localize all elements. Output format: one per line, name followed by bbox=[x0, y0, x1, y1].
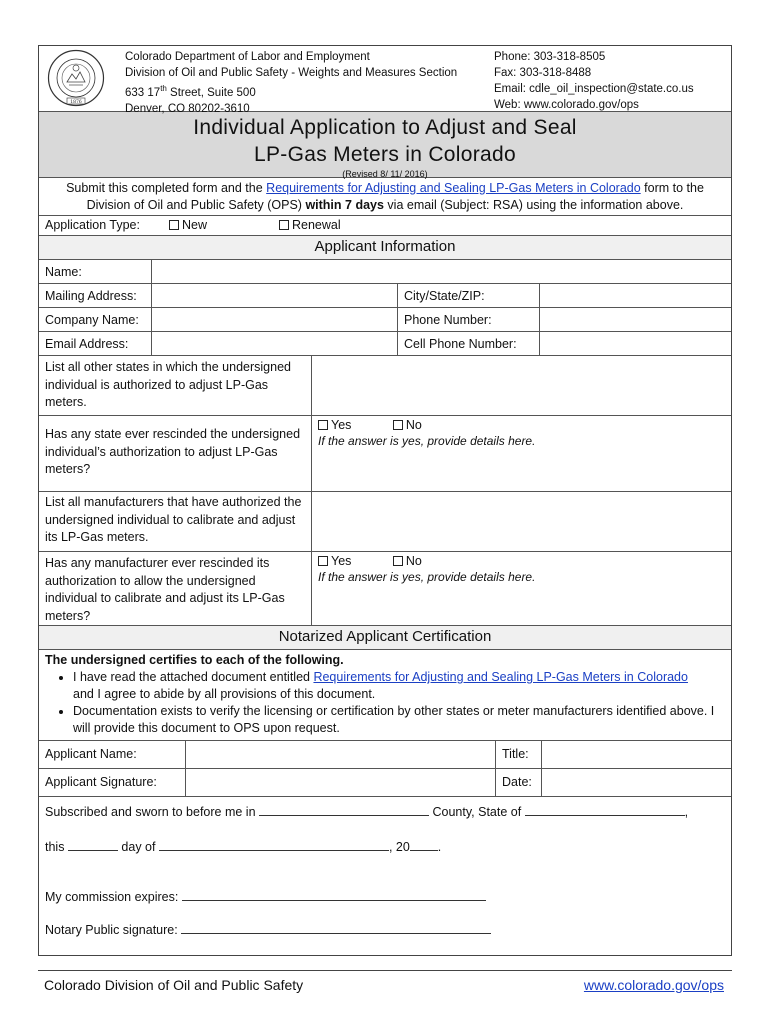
certification-item: • I have read the attached document entitled Requirements for Adjusting and Sealing LP-Gas Meters in Colorado and I agree to abide by all provisions of this document. bbox=[73, 669, 725, 703]
org-city: Denver, CO 80202-3610 bbox=[125, 102, 250, 115]
state-rescinded-row bbox=[39, 416, 731, 492]
footer-org: Colorado Division of Oil and Public Safety bbox=[44, 977, 304, 993]
revision-date: (Revised 8/ 11/ 2016) bbox=[342, 169, 428, 179]
signature-row bbox=[39, 769, 731, 797]
certification-body bbox=[39, 650, 731, 741]
mailing-row bbox=[39, 284, 731, 308]
manufacturer-details-hint[interactable]: If the answer is yes, provide details here. bbox=[318, 570, 536, 584]
company-row bbox=[39, 308, 731, 332]
manufacturer-no-option[interactable]: No bbox=[393, 554, 422, 568]
renewal-option[interactable]: Renewal bbox=[273, 216, 347, 235]
signature-field[interactable] bbox=[185, 769, 495, 796]
state-no-checkbox[interactable] bbox=[393, 420, 403, 430]
org-street: 633 17th Street, Suite 500 bbox=[125, 84, 256, 99]
new-option[interactable]: New bbox=[163, 216, 273, 235]
sworn-line: Subscribed and sworn to before me in County, State of , bbox=[45, 805, 689, 819]
notary-signature-line: Notary Public signature: bbox=[45, 922, 725, 938]
requirements-link[interactable]: Requirements for Adjusting and Sealing LP-Gas Meters in Colorado bbox=[266, 181, 641, 195]
renewal-checkbox[interactable] bbox=[279, 220, 289, 230]
application-type-row bbox=[39, 216, 731, 236]
other-states-question: List all other states in which the undersigned individual is authorized to adjust LP-Gas meters. bbox=[45, 360, 291, 409]
date-field[interactable] bbox=[541, 769, 731, 796]
title-field[interactable] bbox=[541, 741, 731, 768]
commission-blank[interactable] bbox=[182, 889, 486, 901]
form-title-block bbox=[39, 112, 731, 178]
certification-intro: The undersigned certifies to each of the following. bbox=[45, 653, 344, 667]
application-type-label: Application Type: bbox=[45, 218, 140, 232]
applicant-info-heading: Applicant Information bbox=[39, 236, 731, 260]
certification-list bbox=[45, 669, 725, 737]
year-blank[interactable] bbox=[410, 839, 438, 851]
manufacturers-question: List all manufacturers that have authorized the undersigned individual to calibrate and adjust its LP-Gas meters. bbox=[45, 495, 302, 544]
organization-address bbox=[125, 49, 457, 117]
county-blank[interactable] bbox=[259, 804, 429, 816]
mailing-label: Mailing Address: bbox=[45, 289, 137, 303]
state-blank[interactable] bbox=[525, 804, 685, 816]
form-header bbox=[39, 46, 731, 115]
colorado-state-seal-icon bbox=[47, 49, 105, 107]
new-checkbox[interactable] bbox=[169, 220, 179, 230]
org-name: Colorado Department of Labor and Employment bbox=[125, 51, 370, 63]
applicant-name-row bbox=[39, 741, 731, 769]
manufacturers-field[interactable] bbox=[311, 492, 731, 551]
submit-instructions: Submit this completed form and the Requirements for Adjusting and Sealing LP-Gas Meters in Colorado form to the Division of Oil and Public Safety (OPS) within 7 days via email (Subject: RSA) using the information above. bbox=[39, 178, 731, 216]
applicant-name-label: Applicant Name: bbox=[45, 747, 137, 761]
contact-fax: Fax: 303-318-8488 bbox=[494, 67, 592, 79]
state-yes-option[interactable]: Yes bbox=[318, 418, 351, 432]
title-label: Title: bbox=[495, 741, 541, 768]
footer-website-link[interactable]: www.colorado.gov/ops bbox=[583, 977, 724, 993]
manufacturers-row bbox=[39, 492, 731, 552]
state-details-hint[interactable]: If the answer is yes, provide details here. bbox=[318, 434, 536, 448]
contact-email[interactable]: Email: cdle_oil_inspection@state.co.us bbox=[494, 83, 694, 95]
name-field[interactable] bbox=[151, 260, 731, 283]
month-blank[interactable] bbox=[159, 839, 389, 851]
notary-section bbox=[39, 797, 731, 955]
email-field[interactable] bbox=[151, 332, 397, 355]
phone-field[interactable] bbox=[539, 308, 731, 331]
manufacturer-rescinded-question: Has any manufacturer ever rescinded its authorization to allow the undersigned individual to calibrate and adjust its LP-Gas meters? bbox=[45, 556, 285, 623]
certification-item: • Documentation exists to verify the licensing or certification by other states or meter manufacturers identified above. I will provide this document to OPS upon request. bbox=[73, 703, 725, 737]
company-field[interactable] bbox=[151, 308, 397, 331]
email-label: Email Address: bbox=[45, 337, 129, 351]
signature-label: Applicant Signature: bbox=[45, 775, 157, 789]
email-row bbox=[39, 332, 731, 356]
name-row bbox=[39, 260, 731, 284]
manufacturer-yes-option[interactable]: Yes bbox=[318, 554, 351, 568]
state-yes-checkbox[interactable] bbox=[318, 420, 328, 430]
seal-year: 1876 bbox=[70, 100, 82, 105]
contact-info bbox=[494, 49, 694, 113]
date-label: Date: bbox=[495, 769, 541, 796]
contact-phone: Phone: 303-318-8505 bbox=[494, 51, 606, 63]
day-blank[interactable] bbox=[68, 839, 118, 851]
other-states-row bbox=[39, 356, 731, 416]
form-title-line1: Individual Application to Adjust and Seal bbox=[193, 116, 577, 139]
city-label: City/State/ZIP: bbox=[397, 284, 539, 307]
manufacturer-yes-checkbox[interactable] bbox=[318, 556, 328, 566]
name-label: Name: bbox=[45, 265, 82, 279]
manufacturer-rescinded-row bbox=[39, 552, 731, 626]
contact-web[interactable]: Web: www.colorado.gov/ops bbox=[494, 99, 639, 111]
applicant-name-field[interactable] bbox=[185, 741, 495, 768]
application-form bbox=[38, 45, 732, 956]
form-title-line2: LP-Gas Meters in Colorado bbox=[254, 143, 516, 166]
cell-label: Cell Phone Number: bbox=[397, 332, 539, 355]
city-field[interactable] bbox=[539, 284, 731, 307]
company-label: Company Name: bbox=[45, 313, 139, 327]
mailing-field[interactable] bbox=[151, 284, 397, 307]
manufacturer-no-checkbox[interactable] bbox=[393, 556, 403, 566]
cell-field[interactable] bbox=[539, 332, 731, 355]
state-no-option[interactable]: No bbox=[393, 418, 422, 432]
state-rescinded-answer bbox=[311, 416, 731, 491]
notary-signature-blank[interactable] bbox=[181, 922, 491, 934]
certification-heading: Notarized Applicant Certification bbox=[39, 626, 731, 650]
page-footer bbox=[38, 970, 732, 1000]
org-division: Division of Oil and Public Safety - Weights and Measures Section bbox=[125, 67, 458, 79]
commission-line: My commission expires: bbox=[45, 889, 725, 905]
phone-label: Phone Number: bbox=[397, 308, 539, 331]
manufacturer-rescinded-answer bbox=[311, 552, 731, 625]
date-line: this day of , 20 . bbox=[45, 840, 442, 854]
requirements-link-2[interactable]: Requirements for Adjusting and Sealing LP-Gas Meters in Colorado bbox=[313, 670, 688, 684]
other-states-field[interactable] bbox=[311, 356, 731, 415]
state-rescinded-question: Has any state ever rescinded the undersigned individual’s authorization to adjust LP-Gas meters? bbox=[45, 427, 301, 476]
